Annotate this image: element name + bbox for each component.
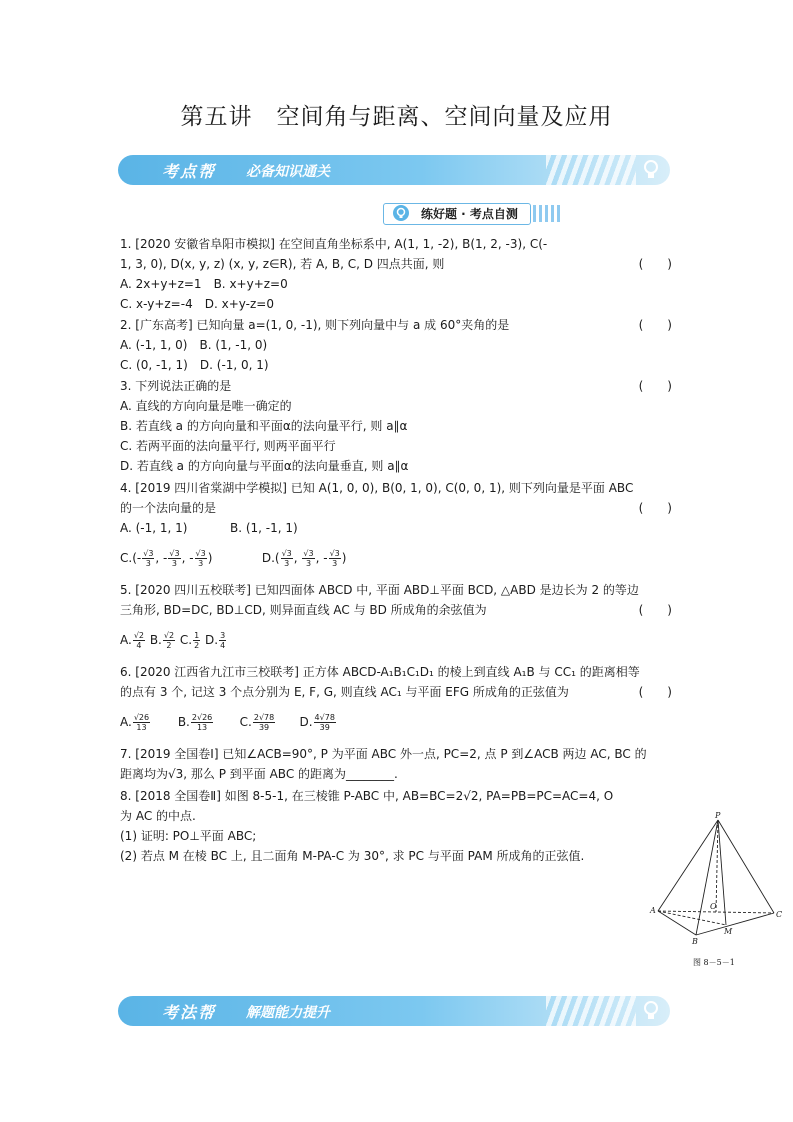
question-text: 8. [2018 全国卷Ⅱ] 如图 8-5-1, 在三棱锥 P-ABC 中, AB=BC=2√2, PA=PB=PC=AC=4, O (120, 789, 614, 803)
banner-title: 考法帮 (162, 1003, 217, 1022)
option-d: D. 若直线 a 的方向向量与平面α的法向量垂直, 则 a∥α (120, 459, 409, 473)
question-text: 的一个法向量的是 (120, 501, 217, 515)
label-o: O (710, 902, 717, 911)
answer-paren: ( ) (638, 257, 672, 271)
banner-subtitle: 必备知识通关 (246, 164, 330, 180)
option-d: D.( $\frac{√3}{3}$ , $\frac{√3}{3}$ , - $\frac{√3}{3}$ ) (261, 549, 347, 568)
option-b: B. 若直线 a 的方向向量和平面α的法向量平行, 则 a∥α (120, 419, 408, 433)
answer-paren: ( ) (638, 379, 672, 393)
decorative-bars (533, 205, 561, 222)
option-b: B. (1, -1, 0) (199, 338, 268, 352)
banner-subtitle: 解题能力提升 (246, 1005, 330, 1021)
banner-stripes (546, 996, 636, 1026)
question-2 (120, 315, 680, 375)
pyramid-figure (648, 812, 786, 972)
question-5 (120, 580, 680, 652)
option-a: A. (-1, 1, 0) (120, 338, 188, 352)
practice-subheader (383, 203, 559, 223)
option-a: A. $\frac{√2}{4}$ (120, 631, 144, 650)
option-c: C. $\frac{2√78}{39}$ (239, 713, 275, 732)
option-c: C. 若两平面的法向量平行, 则两平面平行 (120, 439, 336, 453)
question-text: 2. [广东高考] 已知向量 a=(1, 0, -1), 则下列向量中与 a 成 60°夹角的是 (120, 318, 510, 332)
lightbulb-icon (391, 204, 411, 222)
label-c: C (776, 910, 783, 919)
option-b: B. (1, -1, 1) (230, 521, 298, 535)
answer-paren: ( ) (638, 501, 672, 515)
option-c: C. (0, -1, 1) (120, 358, 188, 372)
label-p: P (715, 812, 721, 820)
option-d: D. $\frac{4√78}{39}$ (299, 713, 335, 732)
option-a: A. (-1, 1, 1) (120, 521, 188, 535)
question-7 (120, 744, 680, 784)
answer-paren: ( ) (638, 603, 672, 617)
question-part-2: (2) 若点 M 在棱 BC 上, 且二面角 M-PA-C 为 30°, 求 PC 与平面 PAM 所成角的正弦值. (120, 849, 585, 863)
question-8 (120, 786, 680, 866)
question-text: 1. [2020 安徽省阜阳市模拟] 在空间直角坐标系中, A(1, 1, -2), B(1, 2, -3), C(- (120, 237, 548, 251)
question-part-1: (1) 证明: PO⊥平面 ABC; (120, 829, 257, 843)
answer-paren: ( ) (638, 685, 672, 699)
option-a: A. $\frac{√26}{13}$ (120, 713, 150, 732)
answer-paren: ( ) (638, 318, 672, 332)
question-text: 6. [2020 江西省九江市三校联考] 正方体 ABCD-A₁B₁C₁D₁ 的棱上到直线 A₁B 与 CC₁ 的距离相等 (120, 665, 640, 679)
banner-title: 考点帮 (162, 162, 217, 181)
page-title: 第五讲 空间角与距离、空间向量及应用 (180, 104, 613, 130)
question-3 (120, 376, 680, 476)
label-b: B (692, 937, 698, 946)
section-banner-kaofabang (118, 996, 670, 1026)
option-d: D. (-1, 0, 1) (199, 358, 269, 372)
option-a: A. 2x+y+z=1 (120, 277, 202, 291)
question-text: 三角形, BD=DC, BD⊥CD, 则异面直线 AC 与 BD 所成角的余弦值为 (120, 603, 487, 617)
option-c: C. $\frac{1}{2}$ (179, 631, 200, 650)
banner-stripes (546, 155, 636, 185)
practice-label: 练好题 · 考点自测 (421, 207, 518, 221)
option-d: D. $\frac{3}{4}$ (205, 631, 226, 650)
option-a: A. 直线的方向向量是唯一确定的 (120, 399, 292, 413)
option-b: B. $\frac{2√26}{13}$ (177, 713, 213, 732)
question-1 (120, 234, 680, 314)
figure-caption: 图 8－5－1 (693, 958, 735, 967)
question-text: 距离均为√3, 那么 P 到平面 ABC 的距离为________. (120, 767, 398, 781)
option-b: B. $\frac{√2}{2}$ (149, 631, 175, 650)
section-banner-kaodianbang (118, 155, 670, 185)
question-text: 4. [2019 四川省棠湖中学模拟] 已知 A(1, 0, 0), B(0, 1, 0), C(0, 0, 1), 则下列向量是平面 ABC (120, 481, 634, 495)
option-c: C. x-y+z=-4 (120, 297, 193, 311)
lightbulb-icon (642, 999, 660, 1023)
question-text: 3. 下列说法正确的是 (120, 379, 232, 393)
question-text: 1, 3, 0), D(x, y, z) (x, y, z∈R), 若 A, B, C, D 四点共面, 则 (120, 257, 445, 271)
lightbulb-icon (642, 158, 660, 182)
question-text: 的点有 3 个, 记这 3 个点分别为 E, F, G, 则直线 AC₁ 与平面 EFG 所成角的正弦值为 (120, 685, 569, 699)
question-6 (120, 662, 680, 734)
question-text: 为 AC 的中点. (120, 809, 196, 823)
question-text: 7. [2019 全国卷Ⅰ] 已知∠ACB=90°, P 为平面 ABC 外一点, PC=2, 点 P 到∠ACB 两边 AC, BC 的 (120, 747, 647, 761)
question-text: 5. [2020 四川五校联考] 已知四面体 ABCD 中, 平面 ABD⊥平面 BCD, △ABD 是边长为 2 的等边 (120, 583, 639, 597)
question-4 (120, 478, 680, 570)
label-m: M (724, 927, 733, 936)
option-c: C.(- $\frac{√3}{3}$ , - $\frac{√3}{3}$ , - $\frac{√3}{3}$ ) (120, 549, 213, 568)
option-d: D. x+y-z=0 (204, 297, 274, 311)
label-a: A (650, 906, 656, 915)
option-b: B. x+y+z=0 (213, 277, 288, 291)
